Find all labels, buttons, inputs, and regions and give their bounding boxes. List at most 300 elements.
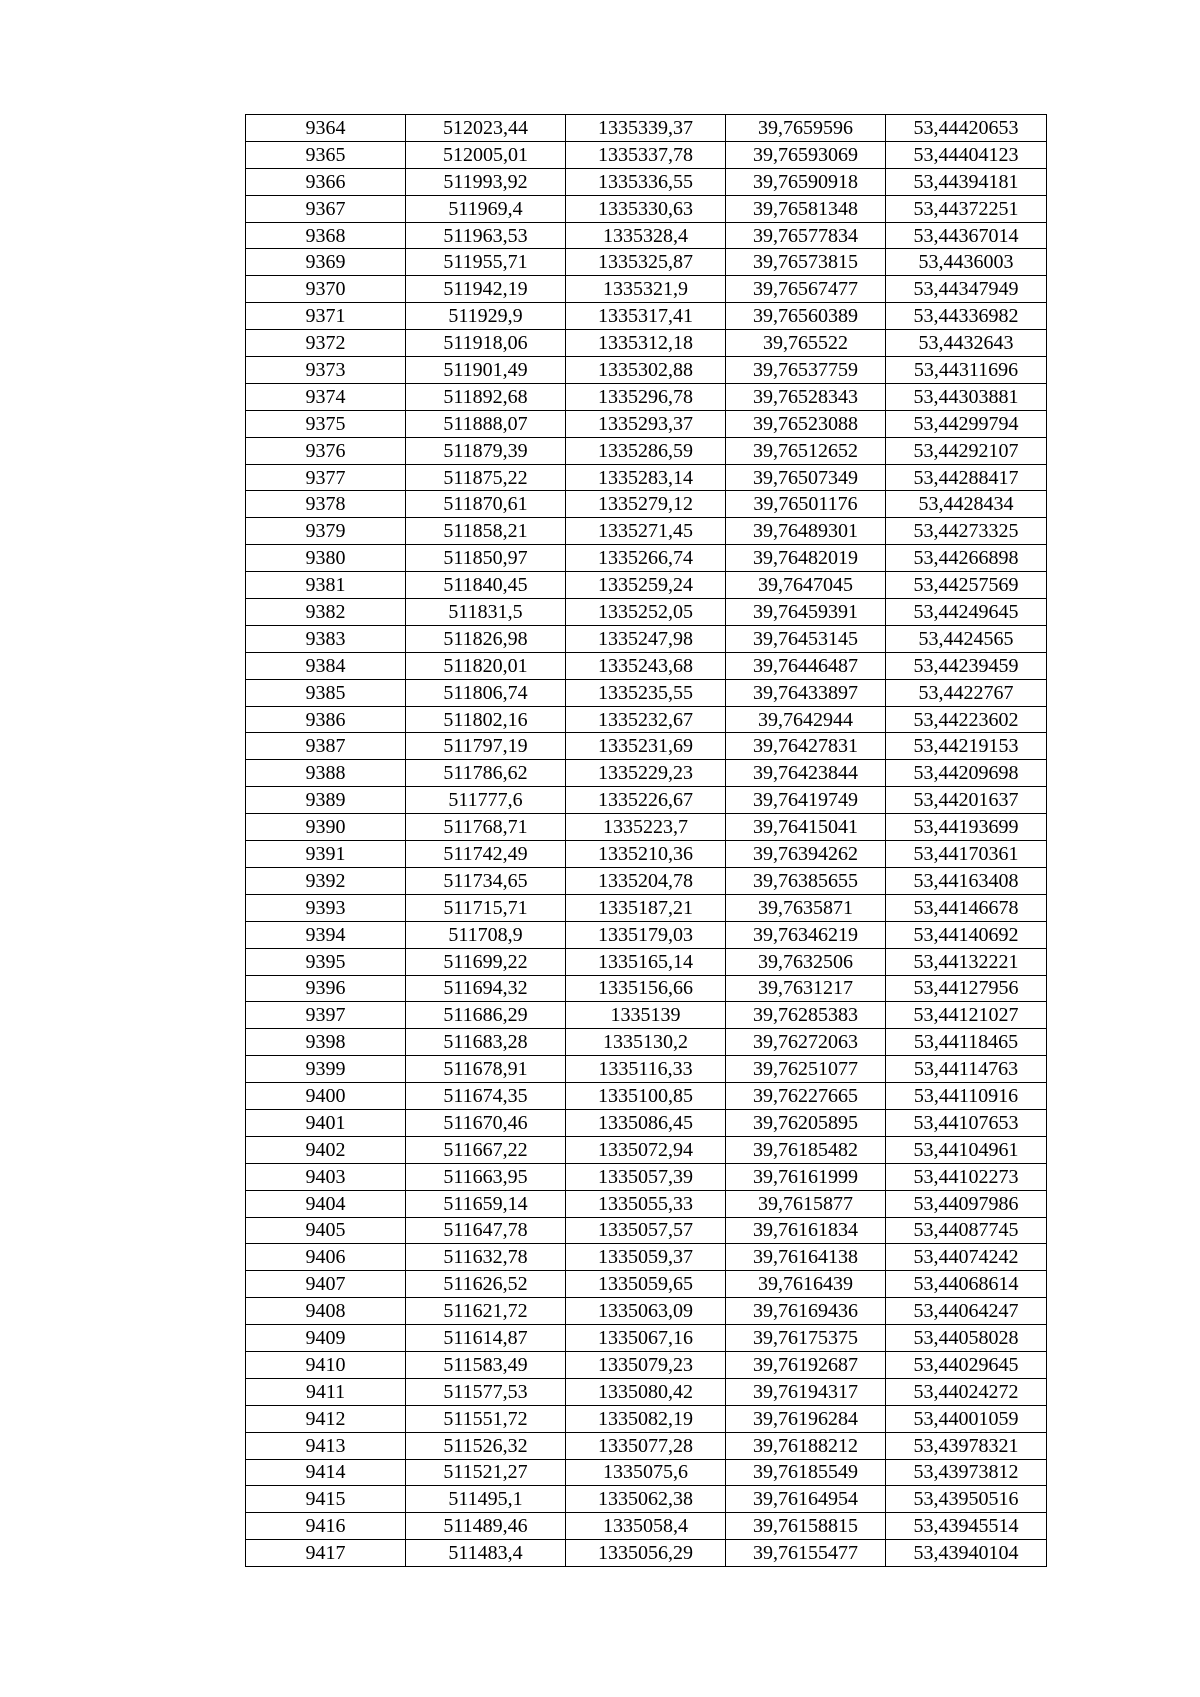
y-coordinate-cell: 1335204,78 (566, 867, 726, 894)
table-row (246, 572, 1047, 599)
point-number-cell: 9395 (246, 948, 406, 975)
table-row (246, 1217, 1047, 1244)
point-number-cell: 9414 (246, 1459, 406, 1486)
x-coordinate-cell: 511526,32 (406, 1432, 566, 1459)
latitude-cell: 53,44223602 (886, 706, 1047, 733)
longitude-cell: 39,76573815 (726, 249, 886, 276)
point-number-cell: 9382 (246, 599, 406, 626)
x-coordinate-cell: 511850,97 (406, 545, 566, 572)
latitude-cell: 53,44299794 (886, 410, 1047, 437)
longitude-cell: 39,76590918 (726, 168, 886, 195)
latitude-cell: 53,43973812 (886, 1459, 1047, 1486)
x-coordinate-cell: 511699,22 (406, 948, 566, 975)
table-row (246, 1109, 1047, 1136)
x-coordinate-cell: 511858,21 (406, 518, 566, 545)
table-row (246, 1325, 1047, 1352)
latitude-cell: 53,44024272 (886, 1378, 1047, 1405)
y-coordinate-cell: 1335293,37 (566, 410, 726, 437)
y-coordinate-cell: 1335179,03 (566, 921, 726, 948)
point-number-cell: 9388 (246, 760, 406, 787)
table-row (246, 330, 1047, 357)
x-coordinate-cell: 511969,4 (406, 195, 566, 222)
longitude-cell: 39,76537759 (726, 357, 886, 384)
point-number-cell: 9389 (246, 787, 406, 814)
table-row (246, 1513, 1047, 1540)
longitude-cell: 39,76185549 (726, 1459, 886, 1486)
longitude-cell: 39,76423844 (726, 760, 886, 787)
x-coordinate-cell: 511583,49 (406, 1351, 566, 1378)
table-row (246, 679, 1047, 706)
longitude-cell: 39,76227665 (726, 1083, 886, 1110)
point-number-cell: 9398 (246, 1029, 406, 1056)
x-coordinate-cell: 511942,19 (406, 276, 566, 303)
point-number-cell: 9415 (246, 1486, 406, 1513)
longitude-cell: 39,76205895 (726, 1109, 886, 1136)
x-coordinate-cell: 511663,95 (406, 1163, 566, 1190)
point-number-cell: 9412 (246, 1405, 406, 1432)
x-coordinate-cell: 511674,35 (406, 1083, 566, 1110)
longitude-cell: 39,76512652 (726, 437, 886, 464)
y-coordinate-cell: 1335279,12 (566, 491, 726, 518)
latitude-cell: 53,44209698 (886, 760, 1047, 787)
longitude-cell: 39,7647045 (726, 572, 886, 599)
y-coordinate-cell: 1335075,6 (566, 1459, 726, 1486)
table-row (246, 652, 1047, 679)
y-coordinate-cell: 1335266,74 (566, 545, 726, 572)
y-coordinate-cell: 1335312,18 (566, 330, 726, 357)
x-coordinate-cell: 511831,5 (406, 599, 566, 626)
coordinates-table (245, 114, 1047, 1567)
latitude-cell: 53,4428434 (886, 491, 1047, 518)
table-row (246, 1351, 1047, 1378)
y-coordinate-cell: 1335243,68 (566, 652, 726, 679)
table-row (246, 141, 1047, 168)
y-coordinate-cell: 1335235,55 (566, 679, 726, 706)
x-coordinate-cell: 511768,71 (406, 814, 566, 841)
latitude-cell: 53,44114763 (886, 1056, 1047, 1083)
longitude-cell: 39,76196284 (726, 1405, 886, 1432)
x-coordinate-cell: 511963,53 (406, 222, 566, 249)
latitude-cell: 53,44064247 (886, 1298, 1047, 1325)
point-number-cell: 9391 (246, 841, 406, 868)
point-number-cell: 9381 (246, 572, 406, 599)
latitude-cell: 53,44104961 (886, 1136, 1047, 1163)
table-row (246, 625, 1047, 652)
y-coordinate-cell: 1335302,88 (566, 357, 726, 384)
point-number-cell: 9368 (246, 222, 406, 249)
point-number-cell: 9410 (246, 1351, 406, 1378)
table-row (246, 975, 1047, 1002)
coordinates-table-body (246, 115, 1047, 1567)
x-coordinate-cell: 511632,78 (406, 1244, 566, 1271)
latitude-cell: 53,4422767 (886, 679, 1047, 706)
longitude-cell: 39,76453145 (726, 625, 886, 652)
table-row (246, 545, 1047, 572)
point-number-cell: 9416 (246, 1513, 406, 1540)
longitude-cell: 39,76169436 (726, 1298, 886, 1325)
table-row (246, 894, 1047, 921)
latitude-cell: 53,44372251 (886, 195, 1047, 222)
table-row (246, 1378, 1047, 1405)
x-coordinate-cell: 511670,46 (406, 1109, 566, 1136)
point-number-cell: 9403 (246, 1163, 406, 1190)
latitude-cell: 53,44249645 (886, 599, 1047, 626)
x-coordinate-cell: 511870,61 (406, 491, 566, 518)
longitude-cell: 39,76577834 (726, 222, 886, 249)
table-row (246, 383, 1047, 410)
table-row (246, 357, 1047, 384)
longitude-cell: 39,76251077 (726, 1056, 886, 1083)
longitude-cell: 39,76507349 (726, 464, 886, 491)
x-coordinate-cell: 512023,44 (406, 115, 566, 142)
longitude-cell: 39,7642944 (726, 706, 886, 733)
longitude-cell: 39,7635871 (726, 894, 886, 921)
y-coordinate-cell: 1335165,14 (566, 948, 726, 975)
latitude-cell: 53,44001059 (886, 1405, 1047, 1432)
table-row (246, 1432, 1047, 1459)
latitude-cell: 53,44029645 (886, 1351, 1047, 1378)
latitude-cell: 53,44102273 (886, 1163, 1047, 1190)
x-coordinate-cell: 511683,28 (406, 1029, 566, 1056)
y-coordinate-cell: 1335057,57 (566, 1217, 726, 1244)
point-number-cell: 9405 (246, 1217, 406, 1244)
latitude-cell: 53,44121027 (886, 1002, 1047, 1029)
table-row (246, 168, 1047, 195)
longitude-cell: 39,76415041 (726, 814, 886, 841)
y-coordinate-cell: 1335339,37 (566, 115, 726, 142)
point-number-cell: 9393 (246, 894, 406, 921)
point-number-cell: 9396 (246, 975, 406, 1002)
latitude-cell: 53,44107653 (886, 1109, 1047, 1136)
table-row (246, 1163, 1047, 1190)
y-coordinate-cell: 1335232,67 (566, 706, 726, 733)
point-number-cell: 9411 (246, 1378, 406, 1405)
longitude-cell: 39,76161834 (726, 1217, 886, 1244)
point-number-cell: 9364 (246, 115, 406, 142)
y-coordinate-cell: 1335058,4 (566, 1513, 726, 1540)
x-coordinate-cell: 511521,27 (406, 1459, 566, 1486)
latitude-cell: 53,44347949 (886, 276, 1047, 303)
y-coordinate-cell: 1335328,4 (566, 222, 726, 249)
table-row (246, 1083, 1047, 1110)
y-coordinate-cell: 1335259,24 (566, 572, 726, 599)
point-number-cell: 9369 (246, 249, 406, 276)
y-coordinate-cell: 1335229,23 (566, 760, 726, 787)
point-number-cell: 9384 (246, 652, 406, 679)
y-coordinate-cell: 1335100,85 (566, 1083, 726, 1110)
point-number-cell: 9375 (246, 410, 406, 437)
point-number-cell: 9374 (246, 383, 406, 410)
latitude-cell: 53,43978321 (886, 1432, 1047, 1459)
table-row (246, 1029, 1047, 1056)
longitude-cell: 39,76285383 (726, 1002, 886, 1029)
latitude-cell: 53,44219153 (886, 733, 1047, 760)
longitude-cell: 39,76175375 (726, 1325, 886, 1352)
point-number-cell: 9376 (246, 437, 406, 464)
y-coordinate-cell: 1335210,36 (566, 841, 726, 868)
y-coordinate-cell: 1335086,45 (566, 1109, 726, 1136)
x-coordinate-cell: 511993,92 (406, 168, 566, 195)
x-coordinate-cell: 511659,14 (406, 1190, 566, 1217)
table-row (246, 249, 1047, 276)
point-number-cell: 9380 (246, 545, 406, 572)
x-coordinate-cell: 511879,39 (406, 437, 566, 464)
latitude-cell: 53,44311696 (886, 357, 1047, 384)
table-row (246, 115, 1047, 142)
table-row (246, 1056, 1047, 1083)
x-coordinate-cell: 511621,72 (406, 1298, 566, 1325)
point-number-cell: 9408 (246, 1298, 406, 1325)
y-coordinate-cell: 1335286,59 (566, 437, 726, 464)
latitude-cell: 53,44127956 (886, 975, 1047, 1002)
latitude-cell: 53,44420653 (886, 115, 1047, 142)
longitude-cell: 39,76385655 (726, 867, 886, 894)
x-coordinate-cell: 511892,68 (406, 383, 566, 410)
point-number-cell: 9392 (246, 867, 406, 894)
latitude-cell: 53,44110916 (886, 1083, 1047, 1110)
x-coordinate-cell: 511734,65 (406, 867, 566, 894)
longitude-cell: 39,76459391 (726, 599, 886, 626)
point-number-cell: 9365 (246, 141, 406, 168)
point-number-cell: 9406 (246, 1244, 406, 1271)
table-row (246, 706, 1047, 733)
x-coordinate-cell: 511489,46 (406, 1513, 566, 1540)
x-coordinate-cell: 511777,6 (406, 787, 566, 814)
point-number-cell: 9404 (246, 1190, 406, 1217)
latitude-cell: 53,44087745 (886, 1217, 1047, 1244)
x-coordinate-cell: 511786,62 (406, 760, 566, 787)
x-coordinate-cell: 511742,49 (406, 841, 566, 868)
point-number-cell: 9401 (246, 1109, 406, 1136)
latitude-cell: 53,44140692 (886, 921, 1047, 948)
x-coordinate-cell: 511686,29 (406, 1002, 566, 1029)
latitude-cell: 53,44394181 (886, 168, 1047, 195)
latitude-cell: 53,4432643 (886, 330, 1047, 357)
latitude-cell: 53,44193699 (886, 814, 1047, 841)
table-row (246, 518, 1047, 545)
y-coordinate-cell: 1335130,2 (566, 1029, 726, 1056)
point-number-cell: 9371 (246, 303, 406, 330)
latitude-cell: 53,44118465 (886, 1029, 1047, 1056)
x-coordinate-cell: 511551,72 (406, 1405, 566, 1432)
table-row (246, 276, 1047, 303)
y-coordinate-cell: 1335055,33 (566, 1190, 726, 1217)
longitude-cell: 39,765522 (726, 330, 886, 357)
table-row (246, 437, 1047, 464)
x-coordinate-cell: 511577,53 (406, 1378, 566, 1405)
table-row (246, 1486, 1047, 1513)
x-coordinate-cell: 511667,22 (406, 1136, 566, 1163)
longitude-cell: 39,76446487 (726, 652, 886, 679)
y-coordinate-cell: 1335067,16 (566, 1325, 726, 1352)
latitude-cell: 53,44266898 (886, 545, 1047, 572)
table-row (246, 1136, 1047, 1163)
y-coordinate-cell: 1335325,87 (566, 249, 726, 276)
longitude-cell: 39,7615877 (726, 1190, 886, 1217)
x-coordinate-cell: 511715,71 (406, 894, 566, 921)
longitude-cell: 39,76185482 (726, 1136, 886, 1163)
longitude-cell: 39,76192687 (726, 1351, 886, 1378)
y-coordinate-cell: 1335321,9 (566, 276, 726, 303)
point-number-cell: 9407 (246, 1271, 406, 1298)
point-number-cell: 9377 (246, 464, 406, 491)
point-number-cell: 9402 (246, 1136, 406, 1163)
latitude-cell: 53,44273325 (886, 518, 1047, 545)
point-number-cell: 9372 (246, 330, 406, 357)
longitude-cell: 39,7631217 (726, 975, 886, 1002)
y-coordinate-cell: 1335082,19 (566, 1405, 726, 1432)
x-coordinate-cell: 511840,45 (406, 572, 566, 599)
latitude-cell: 53,44239459 (886, 652, 1047, 679)
latitude-cell: 53,44404123 (886, 141, 1047, 168)
table-row (246, 787, 1047, 814)
longitude-cell: 39,76593069 (726, 141, 886, 168)
y-coordinate-cell: 1335247,98 (566, 625, 726, 652)
latitude-cell: 53,43945514 (886, 1513, 1047, 1540)
y-coordinate-cell: 1335156,66 (566, 975, 726, 1002)
x-coordinate-cell: 511802,16 (406, 706, 566, 733)
table-row (246, 222, 1047, 249)
longitude-cell: 39,76482019 (726, 545, 886, 572)
table-row (246, 464, 1047, 491)
x-coordinate-cell: 511955,71 (406, 249, 566, 276)
point-number-cell: 9378 (246, 491, 406, 518)
point-number-cell: 9370 (246, 276, 406, 303)
point-number-cell: 9397 (246, 1002, 406, 1029)
y-coordinate-cell: 1335252,05 (566, 599, 726, 626)
latitude-cell: 53,44367014 (886, 222, 1047, 249)
latitude-cell: 53,44058028 (886, 1325, 1047, 1352)
x-coordinate-cell: 511708,9 (406, 921, 566, 948)
point-number-cell: 9417 (246, 1540, 406, 1567)
longitude-cell: 39,7659596 (726, 115, 886, 142)
x-coordinate-cell: 511626,52 (406, 1271, 566, 1298)
point-number-cell: 9399 (246, 1056, 406, 1083)
longitude-cell: 39,76158815 (726, 1513, 886, 1540)
y-coordinate-cell: 1335072,94 (566, 1136, 726, 1163)
latitude-cell: 53,4424565 (886, 625, 1047, 652)
latitude-cell: 53,43940104 (886, 1540, 1047, 1567)
x-coordinate-cell: 511826,98 (406, 625, 566, 652)
x-coordinate-cell: 511483,4 (406, 1540, 566, 1567)
table-row (246, 1190, 1047, 1217)
table-row (246, 599, 1047, 626)
x-coordinate-cell: 511495,1 (406, 1486, 566, 1513)
x-coordinate-cell: 512005,01 (406, 141, 566, 168)
longitude-cell: 39,76164954 (726, 1486, 886, 1513)
longitude-cell: 39,76567477 (726, 276, 886, 303)
x-coordinate-cell: 511614,87 (406, 1325, 566, 1352)
longitude-cell: 39,76194317 (726, 1378, 886, 1405)
y-coordinate-cell: 1335059,37 (566, 1244, 726, 1271)
longitude-cell: 39,7616439 (726, 1271, 886, 1298)
table-row (246, 410, 1047, 437)
y-coordinate-cell: 1335059,65 (566, 1271, 726, 1298)
x-coordinate-cell: 511797,19 (406, 733, 566, 760)
table-row (246, 195, 1047, 222)
y-coordinate-cell: 1335231,69 (566, 733, 726, 760)
point-number-cell: 9394 (246, 921, 406, 948)
longitude-cell: 39,76560389 (726, 303, 886, 330)
point-number-cell: 9385 (246, 679, 406, 706)
y-coordinate-cell: 1335063,09 (566, 1298, 726, 1325)
longitude-cell: 39,76523088 (726, 410, 886, 437)
latitude-cell: 53,44170361 (886, 841, 1047, 868)
y-coordinate-cell: 1335062,38 (566, 1486, 726, 1513)
latitude-cell: 53,44146678 (886, 894, 1047, 921)
latitude-cell: 53,44303881 (886, 383, 1047, 410)
y-coordinate-cell: 1335283,14 (566, 464, 726, 491)
x-coordinate-cell: 511678,91 (406, 1056, 566, 1083)
longitude-cell: 39,76501176 (726, 491, 886, 518)
y-coordinate-cell: 1335077,28 (566, 1432, 726, 1459)
y-coordinate-cell: 1335271,45 (566, 518, 726, 545)
latitude-cell: 53,44336982 (886, 303, 1047, 330)
x-coordinate-cell: 511888,07 (406, 410, 566, 437)
table-row (246, 814, 1047, 841)
table-row (246, 1298, 1047, 1325)
point-number-cell: 9390 (246, 814, 406, 841)
x-coordinate-cell: 511694,32 (406, 975, 566, 1002)
longitude-cell: 39,76346219 (726, 921, 886, 948)
latitude-cell: 53,44068614 (886, 1271, 1047, 1298)
y-coordinate-cell: 1335336,55 (566, 168, 726, 195)
table-row (246, 303, 1047, 330)
point-number-cell: 9400 (246, 1083, 406, 1110)
y-coordinate-cell: 1335296,78 (566, 383, 726, 410)
longitude-cell: 39,76188212 (726, 1432, 886, 1459)
latitude-cell: 53,4436003 (886, 249, 1047, 276)
x-coordinate-cell: 511806,74 (406, 679, 566, 706)
x-coordinate-cell: 511918,06 (406, 330, 566, 357)
y-coordinate-cell: 1335223,7 (566, 814, 726, 841)
y-coordinate-cell: 1335330,63 (566, 195, 726, 222)
longitude-cell: 39,76164138 (726, 1244, 886, 1271)
point-number-cell: 9379 (246, 518, 406, 545)
latitude-cell: 53,44097986 (886, 1190, 1047, 1217)
longitude-cell: 39,76489301 (726, 518, 886, 545)
x-coordinate-cell: 511929,9 (406, 303, 566, 330)
y-coordinate-cell: 1335057,39 (566, 1163, 726, 1190)
latitude-cell: 53,44257569 (886, 572, 1047, 599)
table-row (246, 1271, 1047, 1298)
longitude-cell: 39,7632506 (726, 948, 886, 975)
table-row (246, 921, 1047, 948)
x-coordinate-cell: 511647,78 (406, 1217, 566, 1244)
x-coordinate-cell: 511875,22 (406, 464, 566, 491)
y-coordinate-cell: 1335139 (566, 1002, 726, 1029)
table-row (246, 760, 1047, 787)
latitude-cell: 53,44292107 (886, 437, 1047, 464)
table-row (246, 948, 1047, 975)
table-row (246, 1459, 1047, 1486)
latitude-cell: 53,44074242 (886, 1244, 1047, 1271)
point-number-cell: 9409 (246, 1325, 406, 1352)
y-coordinate-cell: 1335337,78 (566, 141, 726, 168)
latitude-cell: 53,44132221 (886, 948, 1047, 975)
y-coordinate-cell: 1335187,21 (566, 894, 726, 921)
table-row (246, 841, 1047, 868)
point-number-cell: 9386 (246, 706, 406, 733)
x-coordinate-cell: 511901,49 (406, 357, 566, 384)
longitude-cell: 39,76272063 (726, 1029, 886, 1056)
longitude-cell: 39,76528343 (726, 383, 886, 410)
longitude-cell: 39,76427831 (726, 733, 886, 760)
y-coordinate-cell: 1335080,42 (566, 1378, 726, 1405)
longitude-cell: 39,76155477 (726, 1540, 886, 1567)
table-row (246, 1540, 1047, 1567)
y-coordinate-cell: 1335226,67 (566, 787, 726, 814)
